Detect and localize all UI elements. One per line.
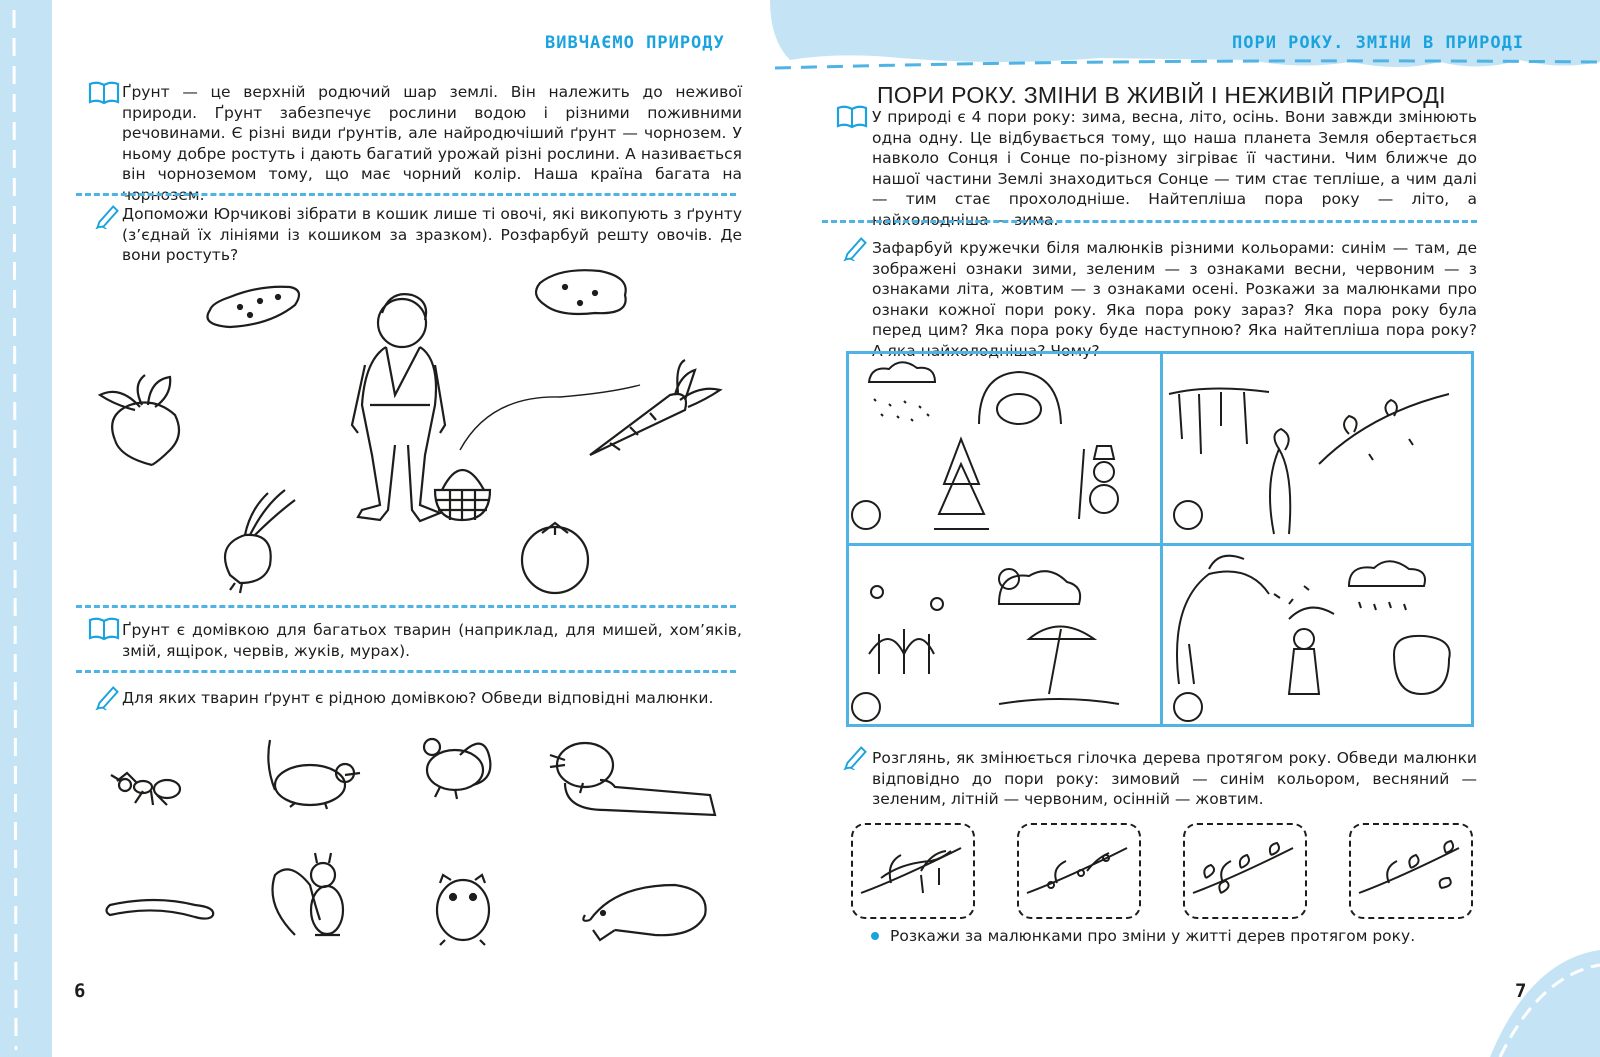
left-paragraph-2: Ґрунт є домівкою для багатьох тварин (наприклад, для мишей, хом’яків, змій, ящірок, червів, жуків, мурах). xyxy=(122,621,742,660)
potato-icon xyxy=(536,270,626,314)
boy-figure xyxy=(352,294,445,521)
beetroot-icon xyxy=(100,375,179,465)
beaver-icon xyxy=(550,743,715,815)
pencil-icon xyxy=(92,684,124,710)
worm-icon xyxy=(107,900,214,919)
squirrel-icon xyxy=(273,853,344,935)
carrot-icon xyxy=(590,360,720,455)
right-page-number: 7 xyxy=(1515,980,1527,1002)
vegetables-illustration xyxy=(90,265,740,595)
book-icon xyxy=(836,104,868,130)
pencil-icon xyxy=(840,744,872,770)
winter-scene xyxy=(869,362,1118,529)
right-bullet-text: Розкажи за малюнками про зміни у житті дерев протягом року. xyxy=(890,927,1416,945)
summer-branch-icon xyxy=(1193,843,1293,893)
spring-scene xyxy=(1169,388,1449,534)
branches-illustration xyxy=(851,823,1475,919)
winter-color-circle[interactable] xyxy=(851,500,881,530)
tomato-icon xyxy=(522,523,588,593)
divider xyxy=(822,220,1477,223)
bullet-dot xyxy=(871,932,879,940)
basket-icon xyxy=(435,470,490,520)
left-task-1: Допоможи Юрчикові зібрати в кошик лише ті овочі, які викопують з ґрунту (з’єднай їх лініями із кошиком за зразком). Розфарбуй решту овочів. Де вони ростуть? xyxy=(122,205,742,264)
book-icon xyxy=(88,616,120,642)
divider xyxy=(76,193,736,196)
onion-icon xyxy=(225,490,295,593)
summer-scene xyxy=(869,569,1119,704)
right-running-header: ПОРИ РОКУ. ЗМІНИ В ПРИРОДІ xyxy=(1232,33,1525,53)
ant-icon xyxy=(111,773,180,805)
pencil-icon xyxy=(840,235,872,261)
pencil-icon xyxy=(92,203,124,229)
winter-branch-icon xyxy=(861,848,961,893)
summer-color-circle[interactable] xyxy=(851,692,881,722)
spring-branch-icon xyxy=(1027,848,1127,893)
animals-illustration xyxy=(95,725,745,965)
cucumber-icon xyxy=(208,287,300,327)
bird-icon xyxy=(424,739,490,799)
page-title: ПОРИ РОКУ. ЗМІНИ В ЖИВІЙ І НЕЖИВІЙ ПРИРОДІ xyxy=(877,82,1446,108)
seasons-illustrations xyxy=(849,354,1471,724)
corner-swoosh xyxy=(1490,950,1600,1057)
left-running-header: ВИВЧАЄМО ПРИРОДУ xyxy=(545,33,725,53)
left-margin-strip xyxy=(0,0,52,1057)
right-task-1: Зафарбуй кружечки біля малюнків різними кольорами: синім — там, де зображені ознаки зими, зеленим — з ознаками весни, червоним — з ознаками літа, жовтим — з ознаками осені. Розкажи за малюнками про ознаки кожної пори року. Яка пора року зараз? Яка пора року була перед цим? Яка пора року буде наступною? Яка найтепліша пора року? А яка найхолодніша? Чому? xyxy=(872,239,1477,360)
right-paragraph-1: У природі є 4 пори року: зима, весна, літо, осінь. Вони завжди змінюють одна одну. Це відбувається тому, що наша планета Земля обертається навколо Сонця і Сонце по-різному зігріває її частини. Чим ближче до нашої частини Землі знаходиться Сонце — тим стає тепліше, а чим далі — тим стає прохолодніше. Найтепліша пора року — літо, а найхолодніша — зима. xyxy=(872,108,1477,229)
spring-color-circle[interactable] xyxy=(1173,500,1203,530)
mole-icon xyxy=(583,885,705,940)
right-task-2: Розглянь, як змінюється гілочка дерева протягом року. Обведи малюнки відповідно до пори року: зимовий — синім кольором, весняний — зеленим, літній — червоним, осінній — жовтим. xyxy=(872,749,1477,808)
divider xyxy=(76,670,736,673)
mouse-icon xyxy=(268,740,360,809)
autumn-color-circle[interactable] xyxy=(1173,692,1203,722)
left-page-number: 6 xyxy=(74,980,86,1002)
autumn-branch-icon xyxy=(1359,841,1459,893)
divider xyxy=(76,605,736,608)
left-paragraph-1: Ґрунт — це верхній родючий шар землі. Він належить до неживої природи. Ґрунт забезпечує рослини водою і різними поживними речовинами. Є різні види ґрунтів, але найродючіший ґрунт — чорнозем. У ньому добре ростуть і дають багатий урожай різні рослини. А називається він чорноземом тому, що має чорний колір. Наша країна багата на чорнозем. xyxy=(122,83,742,204)
autumn-scene xyxy=(1177,556,1450,694)
hamster-icon xyxy=(437,875,489,945)
left-task-2: Для яких тварин ґрунт є рідною домівкою? Обведи відповідні малюнки. xyxy=(122,689,714,707)
book-icon xyxy=(88,80,120,106)
